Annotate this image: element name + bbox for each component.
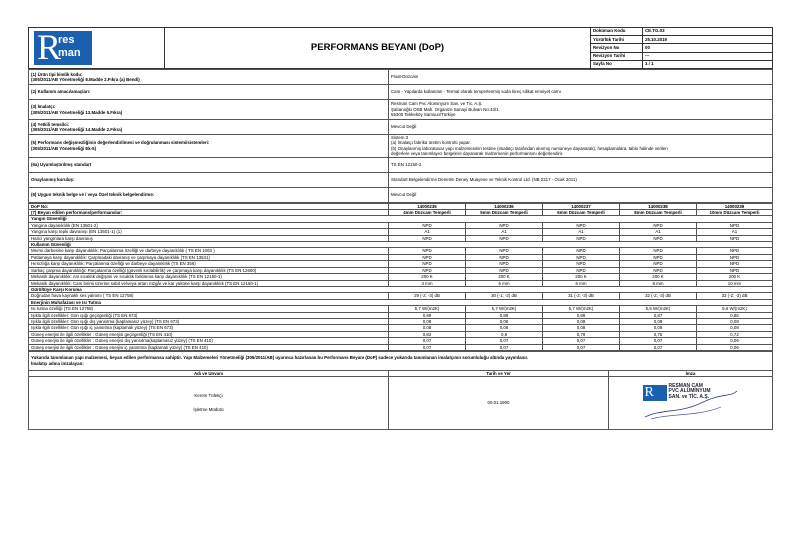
dop-document [28,27,772,430]
logo-line2: man [58,47,81,59]
property-value: A1 [620,229,697,235]
property-value: 8 mm [620,280,697,286]
info-value: Mevcut Değil [389,120,773,135]
signer-cell [29,376,389,429]
property-value: NPD [697,254,773,260]
property-value: 0,07 [543,344,620,350]
meta-label: Revizyon Tarihi [591,52,643,60]
dop-number: 14000237 [543,203,620,209]
property-value: 5,7 W/(m2K) [543,306,620,312]
property-value: 0,06 [697,344,773,350]
property-value: 0,08 [543,318,620,324]
property-value: NPD [697,261,773,267]
meta-value: 25.10.2019 [643,36,773,44]
property-value: 0,08 [620,325,697,331]
page-title: PERFORMANS BEYANI (DoP) [165,28,591,69]
property-value: 0,08 [466,325,543,331]
property-value: NPD [620,222,697,228]
property-value: NPD [466,248,543,254]
property-value: 4 mm [389,280,466,286]
property-value: 29 (-2; -3) dB [389,293,466,299]
meta-value: 00 [643,44,773,52]
property-value: 0,07 [466,344,543,350]
col-sign-header: İmza [609,370,773,376]
property-value: NPD [543,254,620,260]
property-value: 0,8 [466,331,543,337]
property-value: 200 K [466,274,543,280]
property-value: NPD [466,261,543,267]
performance-label: (7) Beyan edilen performans/performanslar: [29,210,389,216]
property-value: 5,6 W/(m2K) [697,306,773,312]
property-value: 5 mm [466,280,543,286]
property-label: Isı tutma özelliği (TS EN 12758) [29,306,389,312]
info-label: Onaylanmış kuruluş: [29,172,389,187]
property-value: 0,08 [543,325,620,331]
info-label: (6) Uygun teknik belge ve / veya Özel teknik belgelendirme: [29,187,389,202]
dop-number: 14000239 [697,203,773,209]
property-value: 0,08 [697,318,773,324]
property-value: 32 (-2; -3) dB [620,293,697,299]
property-value: NPD [389,235,466,241]
property-value: NPD [543,222,620,228]
property-value: 0,08 [389,318,466,324]
signer-role: İşletme Müdürü [193,407,224,413]
property-value: NPD [620,254,697,260]
signer-name: Kerem Tüfekçi [194,393,223,399]
property-value: 0,89 [466,312,543,318]
property-value: NPD [697,248,773,254]
property-value: 0,08 [389,325,466,331]
logo-r: R [37,27,62,67]
property-value: NPD [697,235,773,241]
property-label: Harici yangınlara karşı davranış [29,235,389,241]
property-label: Işıkla ilgili özellikler: Gün ışığı iç yansıtma (kaplamalı yüzey) (TS EN 673) [29,325,389,331]
property-label: Işıkla ilgili özellikler: Gün ışığı geçirgenliği (TS EN 673) [29,312,389,318]
property-label: Mermi darbesine karşı dayanıklılık: Parçalanma özelliği ve darbeye dayanıklılık ( TS EN 1063 ) [29,248,389,254]
property-value: NPD [697,267,773,273]
col-date-header: Tarih ve Yer [389,370,609,376]
property-label: Patlamaya karşı dayanıklılık: Çarpmadaki davranış ve çarpmaya dayanıklılık (TS EN 13541) [29,254,389,260]
product-name: 4mm Düzcam Temperli [389,210,466,216]
property-value: NPD [389,261,466,267]
property-value: 0,08 [697,325,773,331]
property-value: 0,07 [543,338,620,344]
date-value: 00.01.1900 [389,376,609,429]
meta-value: 1 / 1 [643,60,773,68]
property-value: NPD [620,261,697,267]
property-value: NPD [389,222,466,228]
header-table [28,27,773,69]
meta-value: CE.TG.03 [643,28,773,36]
property-label: Hırsızlığa karşı dayanıklılık: Parçalanma özelliği ve darbeye dayanıklılık (TS EN 356) [29,261,389,267]
property-value: NPD [389,267,466,273]
logo-line1: res [58,34,75,46]
property-label: Yangına karşı tepki davranışı (EN 13501-1) (1) [29,229,389,235]
section-title: Enerjinin Muhafazası ve Isı Tutma [29,299,773,305]
meta-label: Doküman Kodu [591,28,643,36]
property-value: NPD [543,261,620,267]
meta-label: Sayfa No [591,60,643,68]
info-value: Sistem 3 (a) İmalatçı fabrika üretim kontrolü yapar. (b) Onaylanmış laboratuvar yapı malzemesinin testine (imalatçı tarafından alınmış numuneye dayanarak), hesaplamalara, tablo halinde verilen değerlere veya tanımlayıcı belgelere dayanarak malzemenin performansını değerlendirir. [389,135,773,158]
signature-cell [609,376,773,429]
product-name: 6mm Düzcam Temperli [543,210,620,216]
property-value: 5,6 W/(m2K) [620,306,697,312]
property-value: NPD [543,267,620,273]
property-value: 33 (-2; -3) dB [697,293,773,299]
property-value: 5,7 W/(m2K) [466,306,543,312]
property-value: NPD [543,248,620,254]
property-value: 0,86 [697,312,773,318]
property-value: NPD [620,267,697,273]
property-value: 0,78 [543,331,620,337]
declaration-text: Yukarıda tanımlanan yapı malzemesi, beyan edilen performansa sahiptir. Yapı Malzemeleri Yönetmeliği (305/2011/AB) uyarınca hazırlanan bu Performans Beyanı (DoP) sadece yukarıda tanımlanan imalatçının sorumluluğu altında yayımlanır. İmalatçı adına imzalayan: [29,351,773,370]
property-value: 0,08 [466,318,543,324]
property-value: NPD [466,267,543,273]
property-value: 0,07 [620,344,697,350]
company-stamp [641,383,741,423]
property-value: 30 (-1; -2) dB [466,293,543,299]
property-value: NPD [543,235,620,241]
property-value: 31 (-2; -3) dB [543,293,620,299]
property-value: 0,06 [697,338,773,344]
property-value: 0,87 [620,312,697,318]
dop-number: 14000238 [620,203,697,209]
info-label: (3) İmalatçı: (305/2011/AB Yönetmeliği 13.Madde 5.Fıkra) [29,100,389,120]
dop-no-label: DoP No: [29,203,389,209]
property-label: Güneş enerjisi ile ilgili özellikler : Güneş enerjisi geçirgenliği (TS EN 410) [29,331,389,337]
dop-number: 14000236 [466,203,543,209]
property-label: Sarkaç çarpma dayanıklılığı: Parçalanma özelliği (güvenli kırılabilirlik) ve çarpmaya karşı dayanıklılık (TS EN 12600) [29,267,389,273]
footer-table [28,351,773,430]
info-label: (1) Ürün tipi kimlik kodu: (305/2011/AB Yönetmeliği 8.Madde 2.Fıkra (a) Bendi) [29,70,389,85]
property-label: Doğrudan hava kaynaklı ses yalıtımı ( TS EN 12758) [29,293,389,299]
property-value: 5,7 W/(m2K) [389,306,466,312]
company-logo [34,27,92,67]
info-label: (5) Performans değişmezliğinin değerlendirilmesi ve doğrulanması sistemi/sistemleri: (305/2011/AB Yönetmeliği Ek-5) [29,135,389,158]
property-value: 200 K [389,274,466,280]
property-value: 0,88 [543,312,620,318]
dop-number: 14000235 [389,203,466,209]
info-value: Float-Düzcam [389,70,773,85]
section-title: Yangın Güvenliği [29,216,773,222]
property-value: NPD [466,222,543,228]
section-title: Kullanım Güvenliği [29,242,773,248]
logo-cell [29,28,165,69]
info-value: Cam - Yapılarda kullanılan - Termal olarak temperlenmiş soda kireç silikat emniyet camı [389,85,773,100]
property-value: 0,72 [697,331,773,337]
property-value: NPD [697,222,773,228]
table-row [29,344,773,350]
property-label: Güneş enerjisi ile ilgili özellikler : Güneş enerjisi iç yansıtma (kaplamalı yüzey) (TS EN 410) [29,344,389,350]
info-value: Mevcut Değil [389,187,773,202]
property-value: 0,07 [620,338,697,344]
property-value: A1 [389,229,466,235]
info-value: TS EN 12150-2 [389,157,773,172]
performance-table [28,203,773,351]
property-label: Mekanik dayanıklılık: Ani sıcaklık değişimi ve sıcaklık farklarına karşı dayanıklılık (TS EN 12150-1) [29,274,389,280]
property-label: Mekanik dayanıklılık: Cam birimi üzerine sabit ve/veya artan rüzgâr ve kar yüküne karşı dayanıklılık (TS EN 12150-1) [29,280,389,286]
product-name: 10mm Düzcam Temperli [697,210,773,216]
property-value: NPD [466,235,543,241]
info-value: Standart Belgelendirme Denetim Deney Muayene ve Teknik Kontrol Ltd. (NB 2217 - Ocak 2011) [389,172,773,187]
meta-label: Revizyon No [591,44,643,52]
product-name: 8mm Düzcam Temperli [620,210,697,216]
product-name: 5mm Düzcam Temperli [466,210,543,216]
property-value: 200 K [543,274,620,280]
property-value: NPD [620,235,697,241]
info-table [28,69,773,203]
stamp-logo: R [643,385,667,401]
property-value: 0,89 [389,312,466,318]
property-label: Işıkla ilgili özellikler: Gün ışığı dış yansıtma (kaplamasız yüzey) (TS EN 673) [29,318,389,324]
property-value: 0,08 [620,318,697,324]
info-value: Resman Cam Pvc Alüminyum San. ve Tic. A.Ş. Şabanoğlu OSB Mah. Organize Sanayi Bulvarı No:43/1 55300 Tekkeköy Samsun/Türkiye [389,100,773,120]
property-value: A1 [543,229,620,235]
signature-scribble [641,383,741,423]
col-name-header: Adı ve Unvanı [29,370,389,376]
section-title: Gürültüye Karşı Koruma [29,286,773,292]
meta-value: --- [643,52,773,60]
property-value: A1 [466,229,543,235]
property-value: NPD [389,254,466,260]
property-value: 6 mm [543,280,620,286]
property-label: Güneş enerjisi ile ilgili özellikler : Güneş enerjisi dış yansıtma(kaplamasız yüzey) (TS EN 410) [29,338,389,344]
property-value: 0,07 [389,344,466,350]
info-label: (6a) Uyumlaştırılmış standart [29,157,389,172]
property-value: A1 [697,229,773,235]
property-value: NPD [620,248,697,254]
meta-label: Yürürlük Tarihi [591,36,643,44]
stamp-text: RESMAN CAM PVC ALÜMİNYUM SAN. ve TİC. A.Ş. [668,382,711,400]
property-label: Yangına dayanıklılık (EN 13501-2) [29,222,389,228]
info-label: (2) Kullanım amacı/amaçları: [29,85,389,100]
property-value: 0,75 [620,331,697,337]
property-value: NPD [389,248,466,254]
info-label: (4) Yetkili temsilci: (305/2011/AB Yönetmeliği 14.Madde 2.Fıkra) [29,120,389,135]
property-value: 200 K [697,274,773,280]
property-value: 0,82 [389,331,466,337]
property-value: 0,07 [389,338,466,344]
property-value: 0,07 [466,338,543,344]
property-value: 10 mm [697,280,773,286]
property-value: NPD [466,254,543,260]
property-value: 200 K [620,274,697,280]
